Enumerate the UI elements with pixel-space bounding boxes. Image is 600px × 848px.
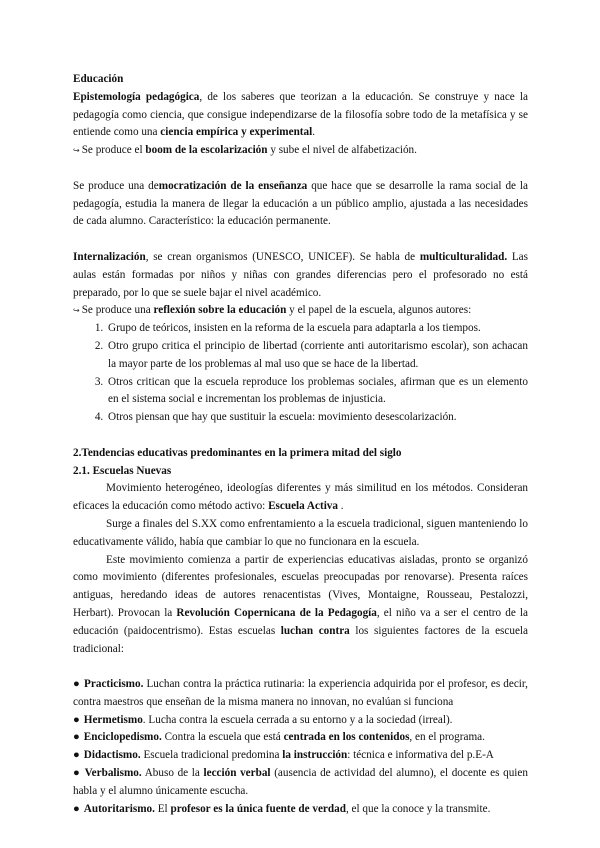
heading-tendencias: 2.Tendencias educativas predominantes en la primera mitad del siglo bbox=[73, 446, 402, 459]
document-page bbox=[73, 71, 528, 818]
bullet-icon: ● bbox=[73, 767, 81, 780]
bullet-enciclopedismo: ● Enciclopedismo. Contra la escuela que está centrada en los contenidos, en el programa. bbox=[73, 731, 485, 744]
bullet-hermetismo: ● Hermetismo. Lucha contra la escuela cerrada a su entorno y a la sociedad (irreal). bbox=[73, 713, 453, 726]
paragraph-movimiento: Movimiento heterogéneo, ideologías diferentes y más similitud en los métodos. Consideran eficaces la educación como método activo: Escuela Activa . bbox=[73, 482, 528, 513]
paragraph-escolarizacion: ↪ Se produce el boom de la escolarización y sube el nivel de alfabetización. bbox=[73, 144, 417, 157]
bullet-verbalismo: ● Verbalismo. Abuso de la lección verbal (ausencia de actividad del alumno), el docente es quien habla y el alumno únicamente escucha. bbox=[73, 767, 528, 797]
list-item: 3. Otros critican que la escuela reproduce los problemas sociales, afirman que es un elemento en el sistema social e incrementan los problemas de injusticia. bbox=[106, 374, 528, 410]
bullet-practicismo: ● Practicismo. Luchan contra la práctica rutinaria: la experiencia adquirida por el profesor, es decir, contra maestros que enseñan de la misma manera no innovan, no evalúan si funciona bbox=[73, 678, 528, 708]
bullet-icon: ● bbox=[73, 731, 80, 744]
bullet-icon: ● bbox=[73, 678, 81, 691]
authors-list bbox=[73, 320, 528, 427]
section-title: Educación bbox=[73, 73, 124, 85]
bullet-icon: ● bbox=[73, 749, 80, 762]
heading-escuelas-nuevas: 2.1. Escuelas Nuevas bbox=[73, 464, 172, 477]
arrow-icon: ↪ bbox=[73, 146, 80, 156]
list-item: 4. Otros piensan que hay que sustituir la escuela: movimiento desescolarización. bbox=[106, 409, 528, 427]
paragraph-democratizacion: Se produce una democratización de la enseñanza que hace que se desarrolle la rama social de la pedagogía, estudia la manera de llegar la educación a un público amplio, ajustada a las necesidades de cada alumno. Característico: la educación permanente. bbox=[73, 179, 529, 228]
list-item: 1. Grupo de teóricos, insisten en la reforma de la escuela para adaptarla a los tiempos. bbox=[106, 320, 528, 338]
paragraph-reflexion: ↪ Se produce una reflexión sobre la educación y el papel de la escuela, algunos autores: bbox=[73, 304, 472, 317]
bullet-didactismo: ● Didactismo. Escuela tradicional predomina la instrucción: técnica e informativa del p.E-A bbox=[73, 749, 494, 762]
bullet-autoritarismo: ● Autoritarismo. El profesor es la única fuente de verdad, el que la conoce y la transmite. bbox=[73, 802, 491, 815]
paragraph-surge: Surge a finales del S.XX como enfrentamiento a la escuela tradicional, siguen manteniendo lo educativamente válido, había que cambiar lo que no funcionara en la escuela. bbox=[73, 517, 528, 548]
bullet-icon: ● bbox=[73, 713, 80, 726]
arrow-icon: ↪ bbox=[73, 306, 80, 316]
bullet-icon: ● bbox=[73, 802, 80, 815]
paragraph-este-movimiento: Este movimiento comienza a partir de experiencias educativas aisladas, pronto se organizó como movimiento (diferentes profesionales, escuelas preocupadas por renovarse). Presenta raíces antiguas, heredando ideas de autores renacentistas (Vives, Montaigne, Rousseau, Pestalozzi, Herbart). Provocan la Revolución Copernicana de la Pedagogía, el niño va a ser el centro de la educación (paidocentrismo). Estas escuelas luchan contra los siguientes factores de la escuela tradicional: bbox=[73, 553, 528, 655]
list-item: 2. Otro grupo critica el principio de libertad (corriente anti autoritarismo escolar), son achacan la mayor parte de los problemas al mal uso que se hace de la libertad. bbox=[106, 338, 528, 374]
paragraph-internalizacion: Internalización, se crean organismos (UNESCO, UNICEF). Se habla de multiculturalidad. Las aulas están formadas por niños y niñas con grandes diferencias pero el profesorado no está preparado, por lo que se suele bajar el nivel académico. bbox=[73, 250, 528, 299]
paragraph-epistemologia: Epistemología pedagógica, de los saberes que teorizan a la educación. Se construye y nace la pedagogía como ciencia, que consigue independizarse de la filosofía sobre todo de la metafísica y se entiende como una ciencia empírica y experimental. bbox=[73, 90, 528, 139]
